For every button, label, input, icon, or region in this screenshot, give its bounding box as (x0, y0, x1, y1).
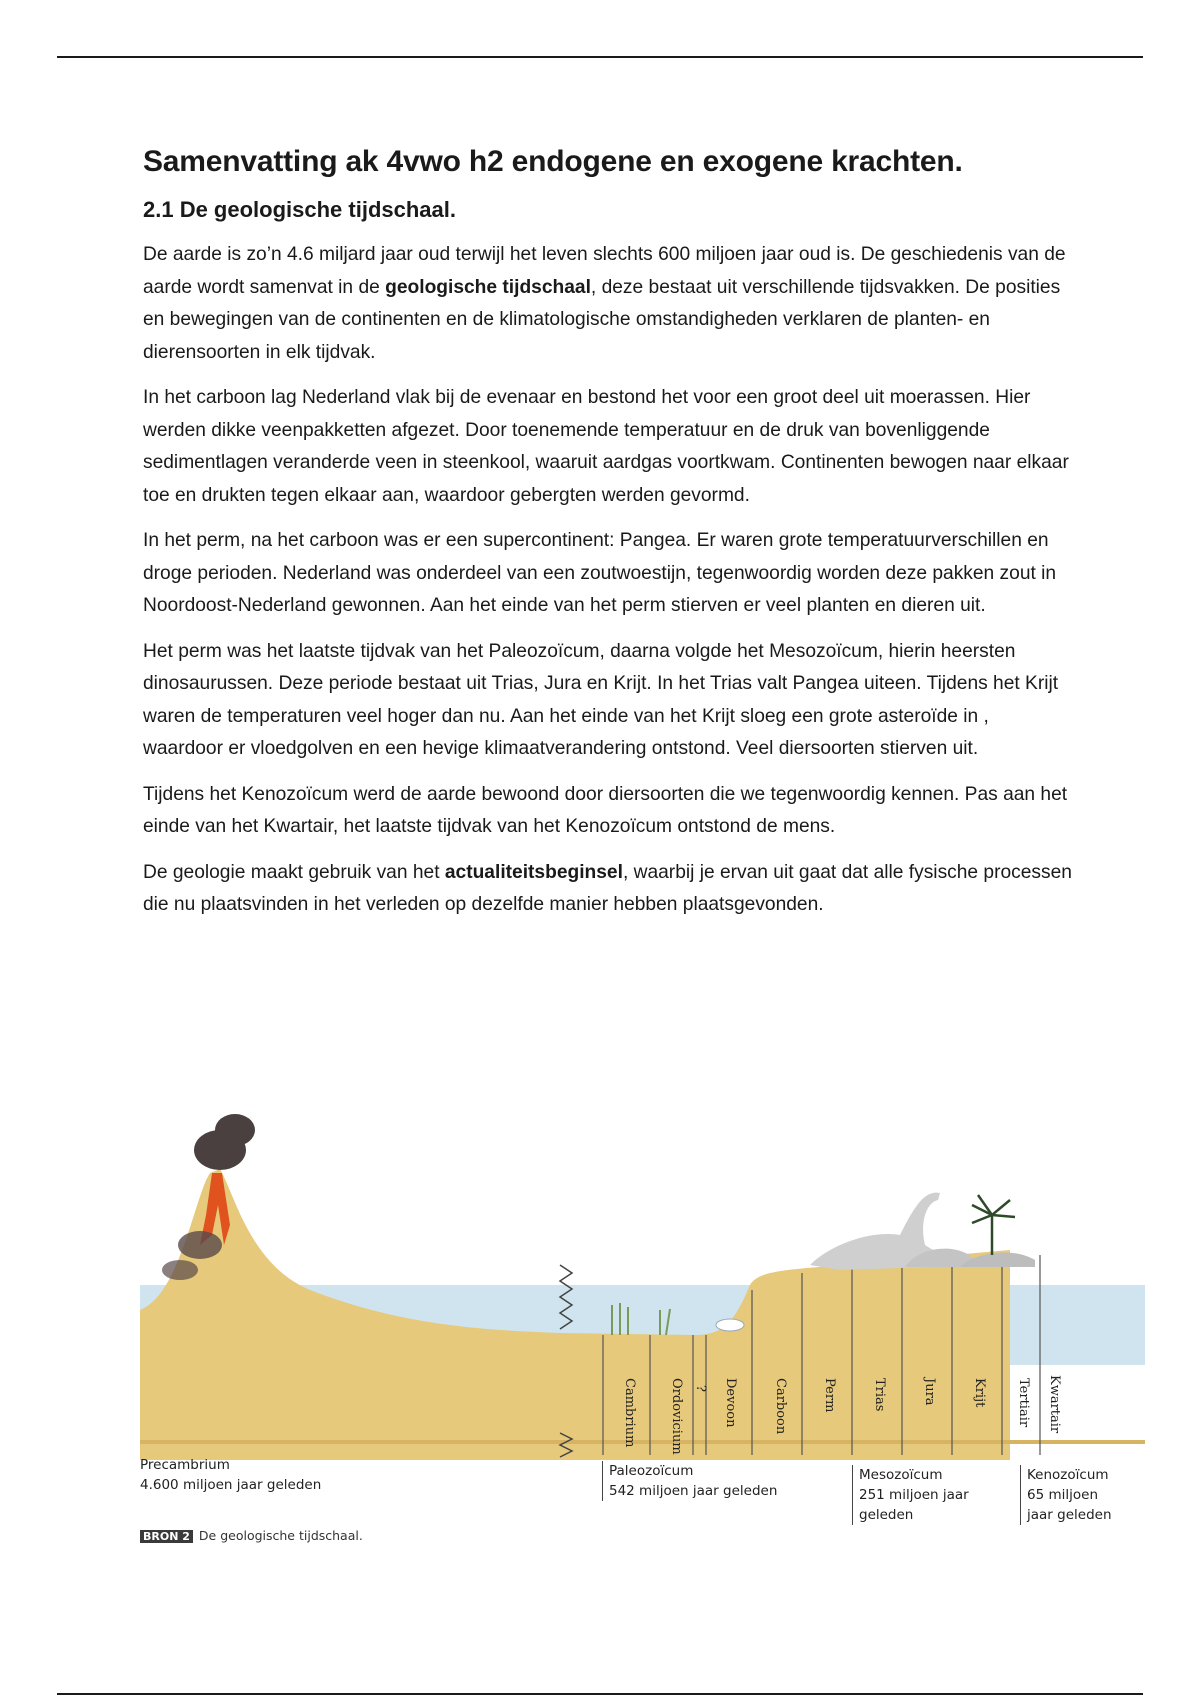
ground-line (140, 1440, 1145, 1444)
caption-text: De geologische tijdschaal. (198, 1528, 363, 1543)
period-kwartair: Kwartair (1047, 1375, 1062, 1434)
period-cambrium: Cambrium (622, 1378, 637, 1448)
palm-tree-icon (972, 1195, 1015, 1255)
fish-icon (716, 1319, 744, 1331)
term-actualiteitsbeginsel: actualiteitsbeginsel (444, 861, 623, 883)
bottom-rule (57, 1693, 1143, 1695)
period-devoon: Devoon (723, 1378, 738, 1428)
paragraph-text: De geologie maakt gebruik van het (143, 861, 445, 883)
period-trias: Trias (872, 1378, 887, 1412)
paragraph-4: Het perm was het laatste tijdvak van het Paleozoïcum, daarna volgde het Mesozoïcum, hierin heersten dinosaurussen. Deze periode bestaat uit Trias, Jura en Krijt. In het Trias valt Pangea uiteen. Tijdens het Krijt waren de temperaturen veel hoger dan nu. Aan het einde van het Krijt sloeg een grote asteroïde in , waardoor er vloedgolven en een hevige klimaatverandering ontstond. Veel diersoorten stierven uit. (143, 640, 1059, 759)
paragraph-6 (143, 857, 1073, 922)
era-age: jaar geleden (1027, 1507, 1112, 1523)
top-rule (57, 56, 1143, 58)
smoke-icon (162, 1260, 198, 1280)
era-age: 65 miljoen (1027, 1487, 1098, 1503)
paragraph-text: , waarbij je ervan uit gaat dat alle fysische processen die nu plaatsvinden in het verleden op dezelfde manier hebben plaatsgevonden. (143, 861, 1072, 915)
era-mesozoicum (852, 1465, 969, 1525)
paragraph-text: , deze bestaat uit verschillende tijdsvakken. De posities en bewegingen van de continenten en de klimatologische omstandigheden verklaren de planten- en dierensoorten in elk tijdvak. (143, 276, 1061, 363)
period-krijt: Krijt (972, 1378, 987, 1408)
caption-tag: BRON 2 (140, 1530, 193, 1543)
period-carboon: Carboon (773, 1378, 788, 1435)
paragraph-5: Tijdens het Kenozoïcum werd de aarde bewoond door diersoorten die we tegenwoordig kennen. Pas aan het einde van het Kwartair, het laatste tijdvak van het Kenozoïcum ontstond de mens. (143, 783, 1068, 837)
era-paleozoicum (602, 1461, 777, 1501)
period-silurium: ? (693, 1385, 708, 1392)
era-age: 542 miljoen jaar geleden (609, 1483, 778, 1499)
term-geologische-tijdschaal: geologische tijdschaal (385, 276, 591, 298)
document-body (143, 145, 1073, 935)
era-precambrium (140, 1455, 321, 1495)
era-kenozoicum (1020, 1465, 1112, 1525)
paragraph-text: De aarde is zo’n 4.6 miljard jaar oud terwijl het leven slechts 600 miljoen jaar oud is. De geschiedenis van de aarde wordt samenvat in de (143, 244, 1066, 298)
era-name: Precambrium (140, 1457, 230, 1473)
smoke-icon (215, 1114, 255, 1146)
period-tertiair: Tertiair (1016, 1378, 1031, 1428)
era-name: Kenozoïcum (1027, 1467, 1109, 1483)
period-perm: Perm (822, 1378, 837, 1413)
section-heading: 2.1 De geologische tijdschaal. (143, 197, 456, 222)
paragraph-2: In het carboon lag Nederland vlak bij de evenaar en bestond het voor een groot deel uit moerassen. Hier werden dikke veenpakketten afgezet. Door toenemende temperatuur en de druk van bovenliggende sedimentlagen veranderde veen in steenkool, waaruit aardgas voortkwam. Continenten bewogen naar elkaar toe en drukten tegen elkaar aan, waardoor gebergten werden gevormd. (143, 387, 1069, 506)
era-name: Paleozoïcum (609, 1463, 694, 1479)
smoke-icon (178, 1231, 222, 1259)
geologic-timescale-figure (140, 1095, 1145, 1550)
era-age: geleden (859, 1507, 914, 1523)
figure-caption (140, 1528, 363, 1543)
document-title: Samenvatting ak 4vwo h2 endogene en exogene krachten. (143, 145, 963, 178)
paragraph-1 (143, 239, 1073, 369)
era-name: Mesozoïcum (859, 1467, 943, 1483)
paragraph-3: In het perm, na het carboon was er een supercontinent: Pangea. Er waren grote temperatuurverschillen en droge perioden. Nederland was onderdeel van een zoutwoestijn, tegenwoordig worden deze pakken zout in Noordoost-Nederland gewonnen. Aan het einde van het perm stierven er veel planten en dieren uit. (143, 530, 1057, 616)
period-jura: Jura (922, 1378, 937, 1406)
era-age: 251 miljoen jaar (859, 1487, 969, 1503)
era-age: 4.600 miljoen jaar geleden (140, 1477, 322, 1493)
period-ordovicium: Ordovicium (669, 1378, 684, 1455)
